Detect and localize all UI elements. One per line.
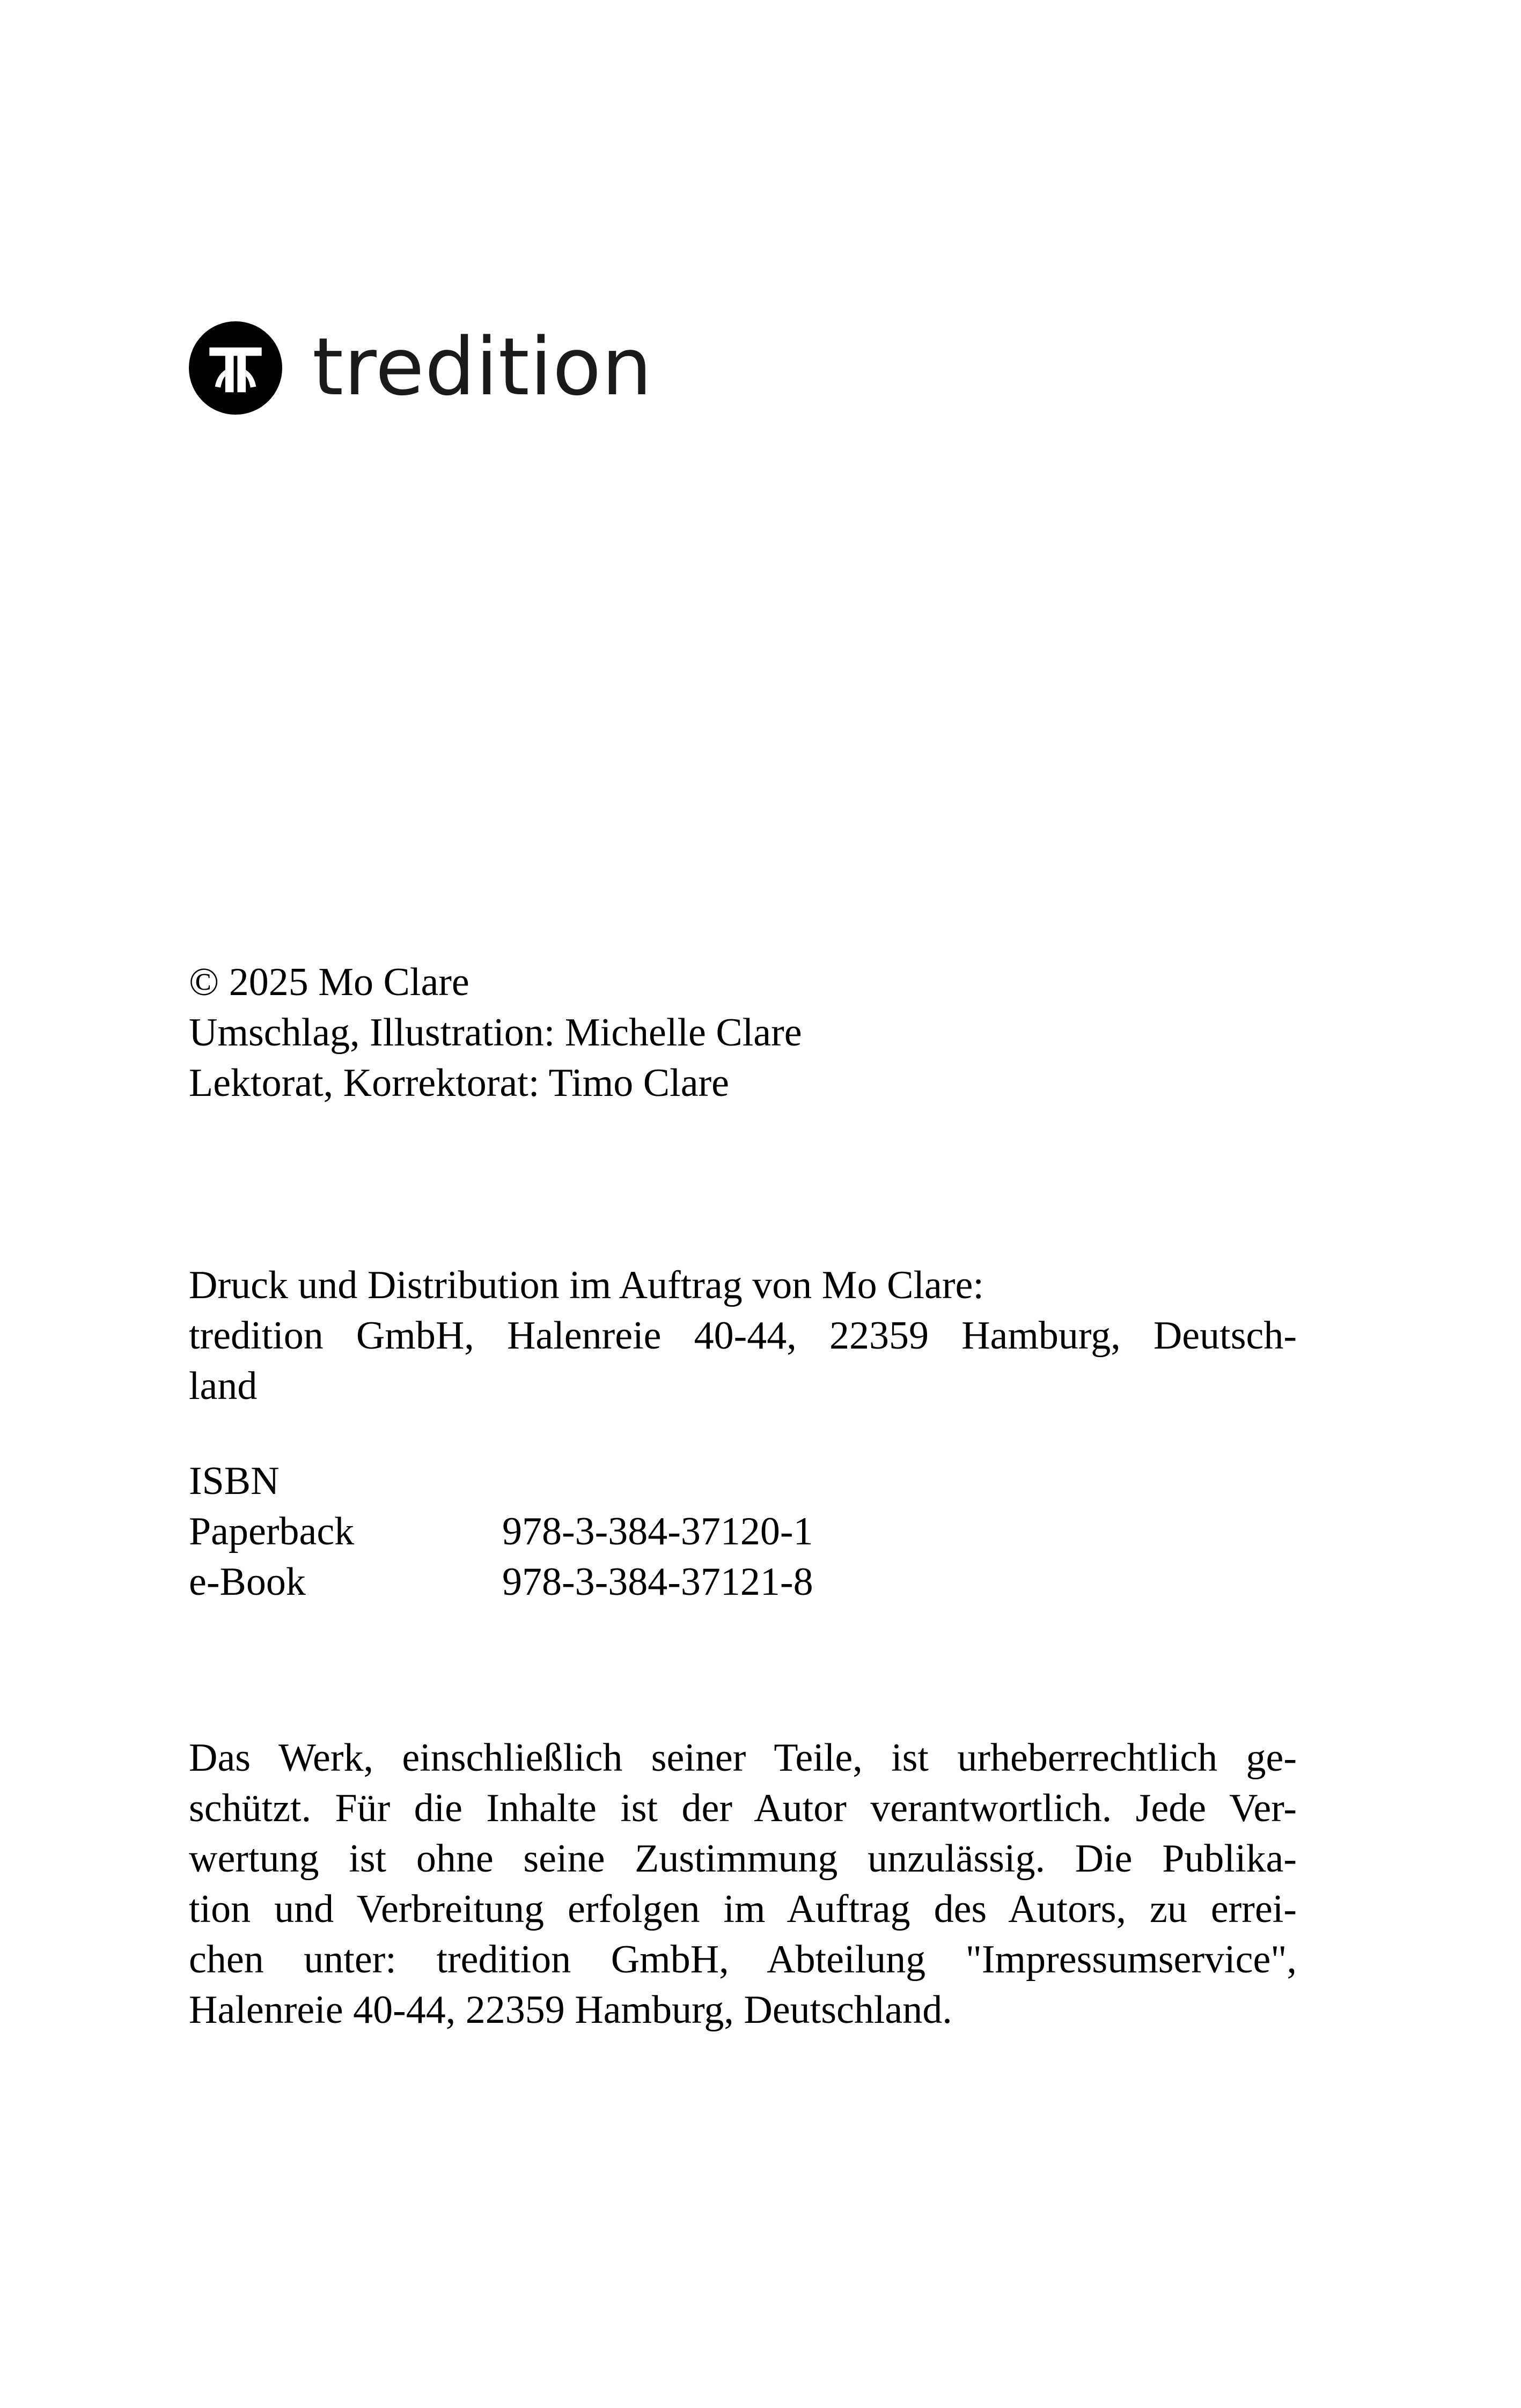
- publisher-wordmark: tredition: [312, 321, 653, 413]
- distribution-line: Druck und Distribution im Auftrag von Mo Clare:: [189, 1263, 984, 1307]
- legal-line: chen unter: tredition GmbH, Abteilung "Impressumservice",: [189, 1938, 1297, 1982]
- isbn-heading: ISBN: [189, 1459, 280, 1503]
- isbn-number: 978-3-384-37121-8: [502, 1560, 813, 1604]
- publisher-address-continuation: land: [189, 1364, 258, 1408]
- tredition-logo-icon: [189, 321, 282, 415]
- credits-block: [189, 957, 1297, 1108]
- copyright-line: © 2025 Mo Clare: [189, 960, 469, 1004]
- legal-line: schützt. Für die Inhalte ist der Autor verantwortlich. Jede Ver-: [189, 1786, 1297, 1830]
- legal-notice: [189, 1733, 1297, 2035]
- editing-credit-line: Lektorat, Korrektorat: Timo Clare: [189, 1061, 730, 1105]
- isbn-row: [189, 1557, 1297, 1607]
- legal-line: tion und Verbreitung erfolgen im Auftrag des Autors, zu errei-: [189, 1887, 1297, 1931]
- publisher-logo: [189, 321, 652, 415]
- isbn-format: Paperback: [189, 1509, 355, 1553]
- publisher-address-line: tredition GmbH, Halenreie 40-44, 22359 Hamburg, Deutsch-: [189, 1314, 1297, 1358]
- isbn-block: [189, 1456, 1297, 1607]
- legal-line: Das Werk, einschließlich seiner Teile, ist urheberrechtlich ge-: [189, 1736, 1297, 1780]
- isbn-format: e-Book: [189, 1560, 306, 1604]
- isbn-number: 978-3-384-37120-1: [502, 1509, 813, 1553]
- legal-line: wertung ist ohne seine Zustimmung unzulässig. Die Publika-: [189, 1837, 1297, 1881]
- cover-credit-line: Umschlag, Illustration: Michelle Clare: [189, 1011, 802, 1055]
- legal-line: Halenreie 40-44, 22359 Hamburg, Deutschland.: [189, 1988, 952, 2032]
- isbn-row: [189, 1506, 1297, 1557]
- distribution-block: [189, 1260, 1297, 1411]
